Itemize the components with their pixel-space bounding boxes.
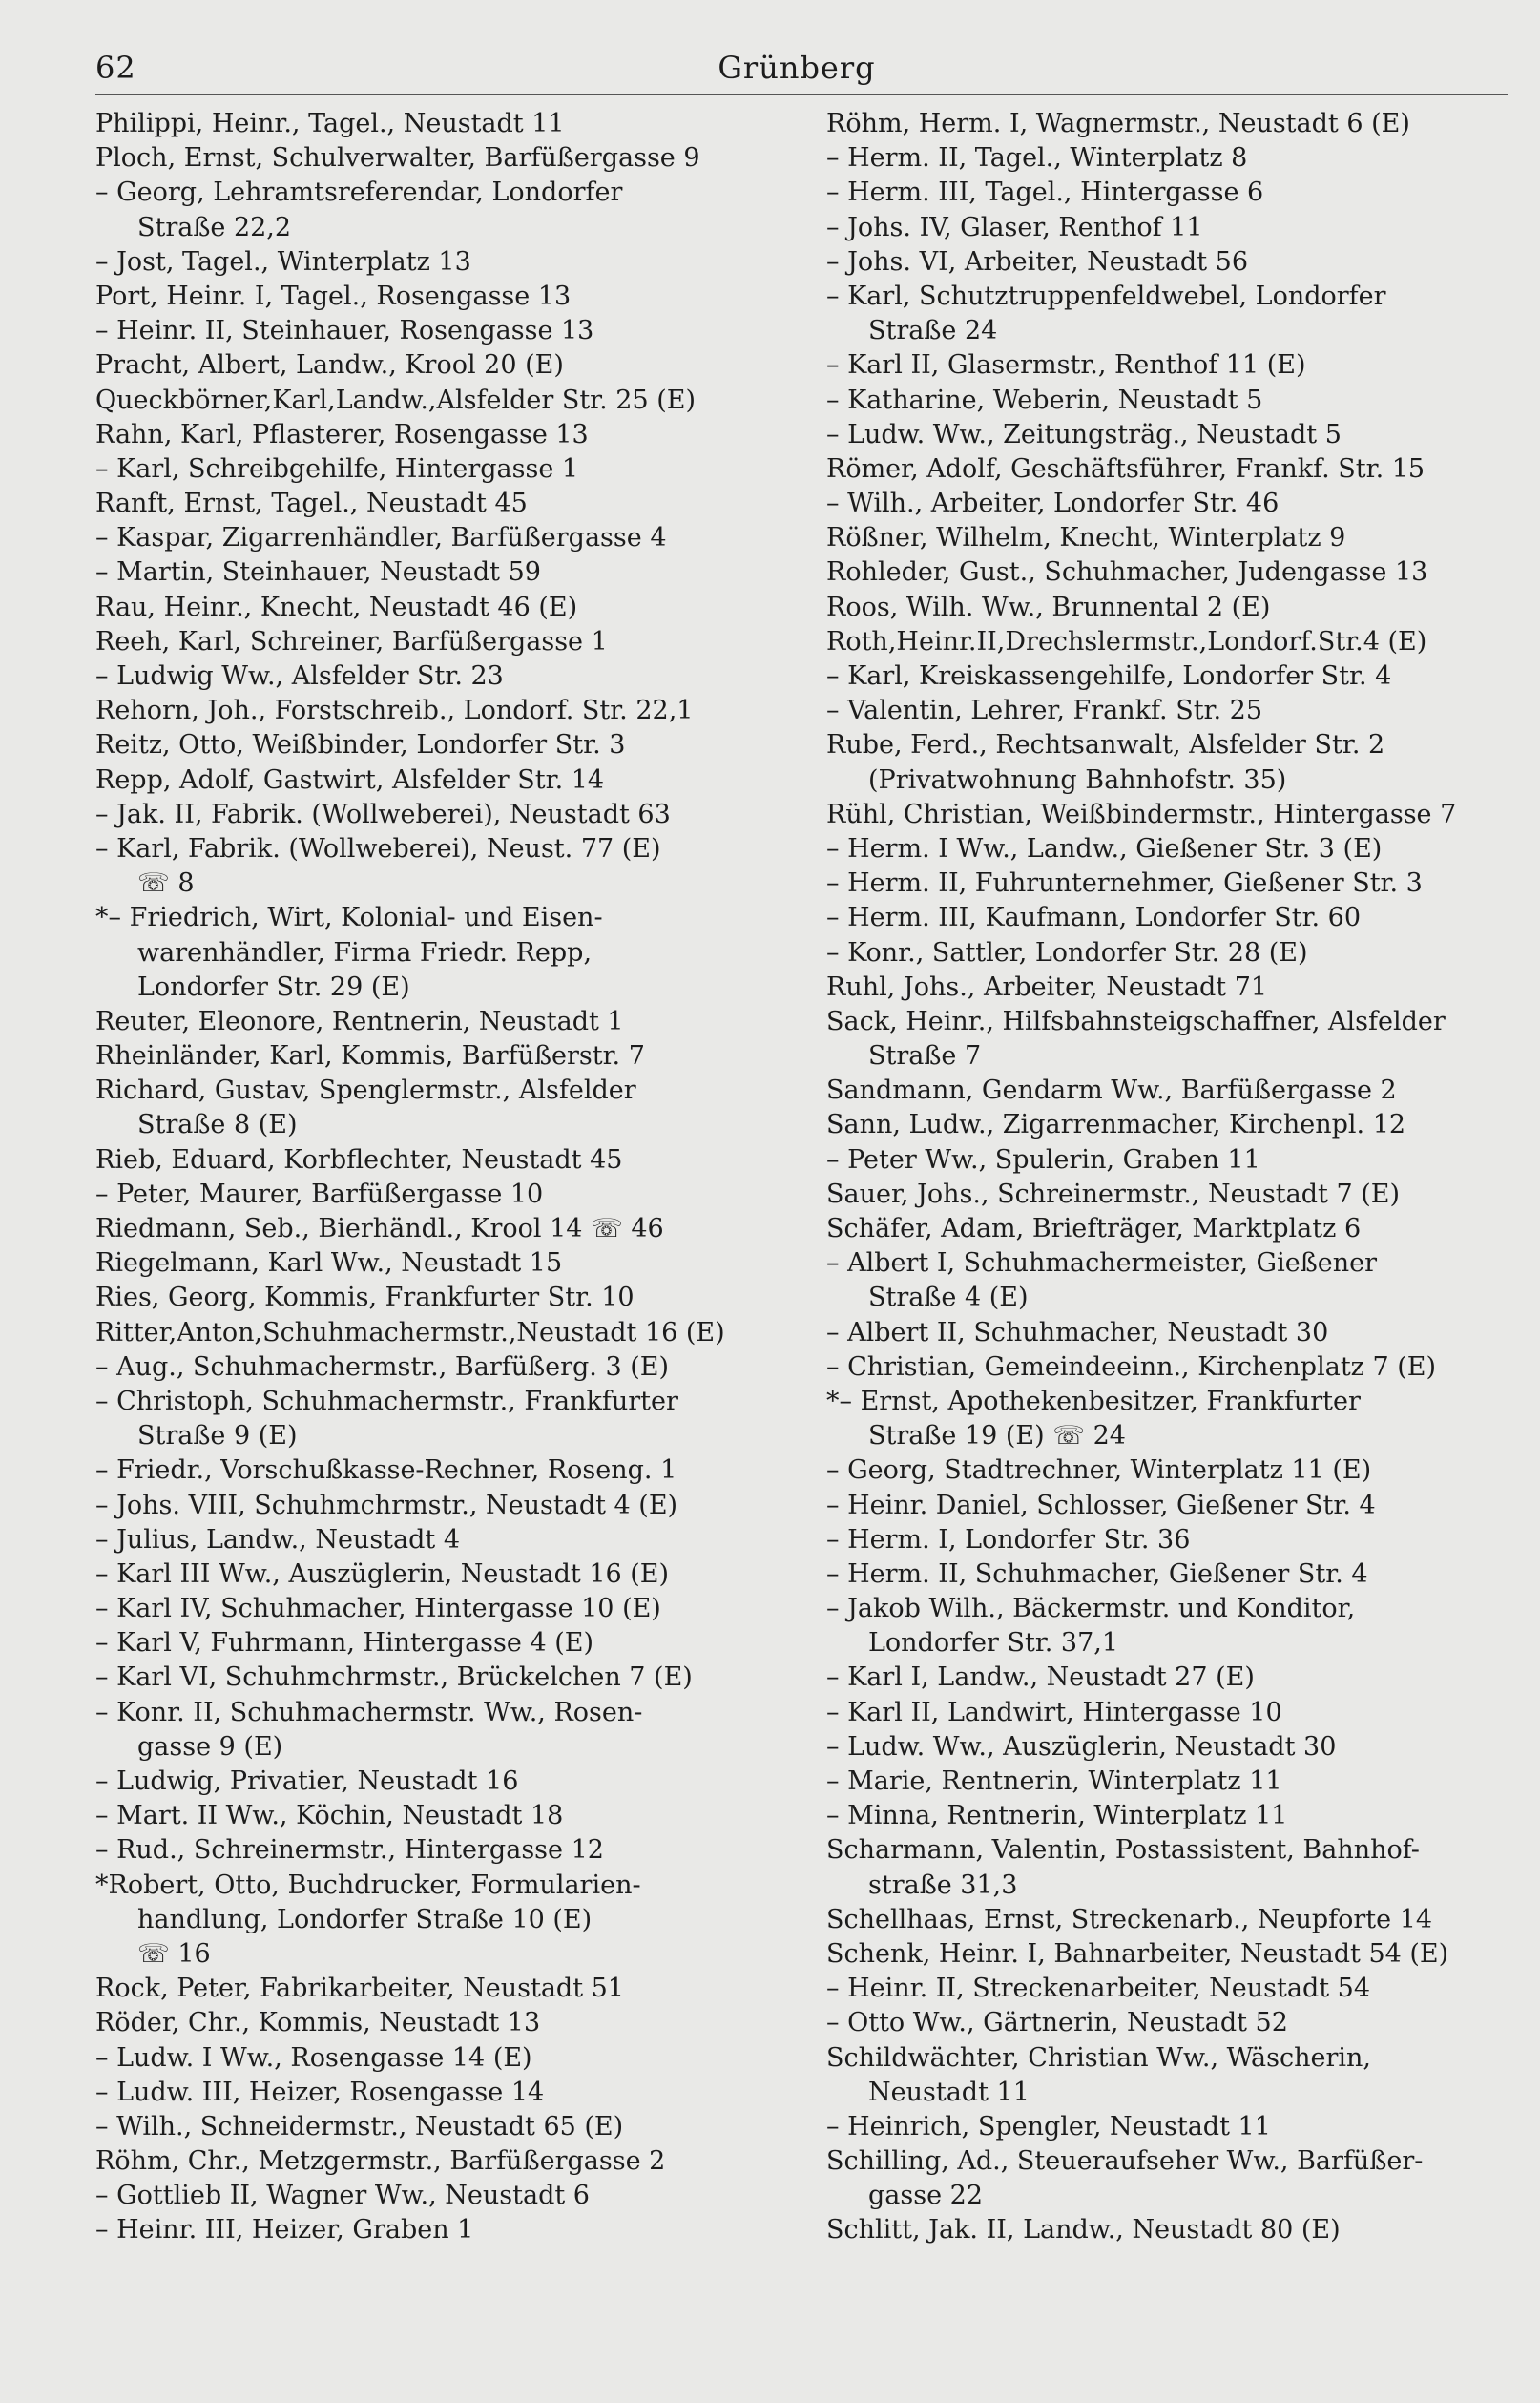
directory-entry: – Albert I, Schuhmachermeister, Gießener: [826, 1248, 1378, 1279]
directory-entry: Roth,Heinr.II,Drechslermstr.,Londorf.Str.4 (E): [826, 626, 1427, 657]
directory-entry-continuation: straße 31,3: [868, 1870, 1018, 1900]
directory-entry: Schellhaas, Ernst, Streckenarb., Neupforte 14: [826, 1904, 1433, 1934]
directory-entry-continuation: gasse 22: [868, 2181, 984, 2211]
directory-entry: – Mart. II Ww., Köchin, Neustadt 18: [95, 1801, 564, 1831]
directory-entry: Ruhl, Johs., Arbeiter, Neustadt 71: [826, 972, 1268, 1002]
directory-entry-continuation: Straße 9 (E): [137, 1421, 298, 1452]
directory-entry: – Wilh., Arbeiter, Londorfer Str. 46: [826, 489, 1280, 519]
directory-entry-continuation: Straße 8 (E): [137, 1110, 298, 1140]
directory-entry: – Kaspar, Zigarrenhändler, Barfüßergasse 4: [95, 523, 667, 554]
directory-entry: – Marie, Rentnerin, Winterplatz 11: [826, 1766, 1282, 1796]
directory-entry: – Herm. I Ww., Landw., Gießener Str. 3 (E): [826, 833, 1383, 864]
directory-entry: Rehorn, Joh., Forstschreib., Londorf. Str. 22,1: [95, 696, 694, 726]
directory-entry: Röhm, Chr., Metzgermstr., Barfüßergasse 2: [95, 2146, 666, 2177]
directory-entry: Port, Heinr. I, Tagel., Rosengasse 13: [95, 281, 572, 311]
directory-entry: – Ludw. Ww., Auszüglerin, Neustadt 30: [826, 1731, 1337, 1762]
directory-column-left: [95, 107, 830, 2248]
directory-entry: Rahn, Karl, Pflasterer, Rosengasse 13: [95, 419, 589, 449]
directory-entry: – Georg, Lehramtsreferendar, Londorfer: [95, 178, 623, 208]
directory-entry: Sann, Ludw., Zigarrenmacher, Kirchenpl. 12: [826, 1110, 1406, 1140]
directory-entry: Reeh, Karl, Schreiner, Barfüßergasse 1: [95, 626, 608, 657]
directory-entry: – Heinr. III, Heizer, Graben 1: [95, 2215, 474, 2246]
directory-entry: – Julius, Landw., Neustadt 4: [95, 1524, 461, 1555]
directory-entry: – Christian, Gemeindeeinn., Kirchenplatz 7 (E): [826, 1351, 1437, 1382]
directory-entry: – Karl, Schutztruppenfeldwebel, Londorfer: [826, 281, 1386, 311]
directory-entry-continuation: Straße 22,2: [137, 212, 292, 242]
directory-entry: – Albert II, Schuhmacher, Neustadt 30: [826, 1317, 1329, 1348]
directory-entry: Röhm, Herm. I, Wagnermstr., Neustadt 6 (E): [826, 109, 1410, 138]
directory-entry: – Martin, Steinhauer, Neustadt 59: [95, 557, 541, 588]
directory-entry: Scharmann, Valentin, Postassistent, Bahnhof-: [826, 1835, 1420, 1866]
directory-entry-continuation: ☏ 16: [137, 1938, 211, 1969]
page-header: [95, 50, 1498, 95]
directory-entry: – Peter Ww., Spulerin, Graben 11: [826, 1144, 1260, 1175]
directory-entry: – Konr., Sattler, Londorfer Str. 28 (E): [826, 937, 1308, 968]
directory-entry: Rieb, Eduard, Korbflechter, Neustadt 45: [95, 1144, 623, 1175]
directory-entry: – Gottlieb II, Wagner Ww., Neustadt 6: [95, 2181, 590, 2211]
directory-entry: – Heinr. Daniel, Schlosser, Gießener Str. 4: [826, 1490, 1376, 1520]
directory-entry: Ries, Georg, Kommis, Frankfurter Str. 10: [95, 1283, 635, 1313]
directory-entry: Schilling, Ad., Steueraufseher Ww., Barfüßer-: [826, 2146, 1424, 2177]
directory-entry: – Karl II, Landwirt, Hintergasse 10: [826, 1697, 1282, 1727]
directory-entry: Sauer, Johs., Schreinermstr., Neustadt 7 (E): [826, 1179, 1400, 1209]
header-rule: [95, 94, 1508, 95]
directory-entry: Pracht, Albert, Landw., Krool 20 (E): [95, 350, 564, 381]
directory-entry: Rau, Heinr., Knecht, Neustadt 46 (E): [95, 592, 578, 622]
directory-entry-continuation: Straße 24: [868, 316, 998, 346]
directory-entry: Schenk, Heinr. I, Bahnarbeiter, Neustadt 54 (E): [826, 1938, 1449, 1969]
directory-entry: Ranft, Ernst, Tagel., Neustadt 45: [95, 489, 528, 519]
directory-entry: – Johs. VIII, Schuhmchrmstr., Neustadt 4 (E): [95, 1490, 678, 1520]
directory-entry: – Karl II, Glasermstr., Renthof 11 (E): [826, 350, 1306, 381]
directory-entry: – Johs. IV, Glaser, Renthof 11: [826, 212, 1203, 242]
directory-entry: Schildwächter, Christian Ww., Wäscherin,: [826, 2042, 1371, 2073]
directory-entry: – Otto Ww., Gärtnerin, Neustadt 52: [826, 2008, 1288, 2038]
directory-entry: – Friedr., Vorschußkasse-Rechner, Roseng. 1: [95, 1455, 677, 1486]
directory-entry: – Karl IV, Schuhmacher, Hintergasse 10 (E): [95, 1594, 661, 1624]
directory-entry: Ploch, Ernst, Schulverwalter, Barfüßergasse 9: [95, 143, 700, 174]
directory-entry: – Wilh., Schneidermstr., Neustadt 65 (E): [95, 2111, 624, 2142]
directory-entry: – Herm. III, Tagel., Hintergasse 6: [826, 178, 1264, 208]
directory-column-right: [826, 107, 1508, 2248]
directory-entry: – Konr. II, Schuhmachermstr. Ww., Rosen-: [95, 1697, 643, 1727]
directory-entry-continuation: Londorfer Str. 37,1: [868, 1628, 1119, 1659]
directory-entry-continuation: (Privatwohnung Bahnhofstr. 35): [868, 764, 1287, 795]
directory-entry: Rheinländer, Karl, Kommis, Barfüßerstr. 7: [95, 1041, 645, 1072]
directory-entry: Sack, Heinr., Hilfsbahnsteigschaffner, Alsfelder: [826, 1006, 1446, 1036]
directory-entry: Ritter,Anton,Schuhmachermstr.,Neustadt 16 (E): [95, 1317, 725, 1348]
directory-entry: – Ludwig, Privatier, Neustadt 16: [95, 1766, 519, 1796]
directory-entry: – Karl, Kreiskassengehilfe, Londorfer Str. 4: [826, 661, 1392, 691]
directory-entry: – Karl III Ww., Auszüglerin, Neustadt 16 (E): [95, 1558, 670, 1589]
directory-entry: – Ludw. III, Heizer, Rosengasse 14: [95, 2077, 545, 2107]
directory-entry-continuation: handlung, Londorfer Straße 10 (E): [137, 1904, 593, 1934]
directory-entry: Schäfer, Adam, Briefträger, Marktplatz 6: [826, 1214, 1362, 1243]
directory-entry-continuation: Straße 7: [868, 1041, 982, 1072]
directory-entry: – Herm. III, Kaufmann, Londorfer Str. 60: [826, 903, 1362, 933]
directory-entry: Röder, Chr., Kommis, Neustadt 13: [95, 2008, 541, 2038]
directory-entry: – Herm. II, Schuhmacher, Gießener Str. 4: [826, 1558, 1368, 1589]
directory-entry: Riedmann, Seb., Bierhändl., Krool 14 ☏ 46: [95, 1214, 664, 1243]
directory-entry: – Heinr. II, Streckenarbeiter, Neustadt 54: [826, 1974, 1371, 2004]
directory-entry: – Karl, Schreibgehilfe, Hintergasse 1: [95, 453, 579, 484]
directory-entry: Philippi, Heinr., Tagel., Neustadt 11: [95, 109, 565, 138]
directory-entry-continuation: Straße 19 (E) ☏ 24: [868, 1421, 1126, 1452]
directory-entry: – Ludwig Ww., Alsfelder Str. 23: [95, 661, 504, 691]
directory-entry: Sandmann, Gendarm Ww., Barfüßergasse 2: [826, 1076, 1397, 1106]
directory-entry: Schlitt, Jak. II, Landw., Neustadt 80 (E): [826, 2215, 1341, 2246]
directory-entry: – Heinr. II, Steinhauer, Rosengasse 13: [95, 316, 594, 346]
directory-entry-continuation: warenhändler, Firma Friedr. Repp,: [137, 937, 593, 968]
directory-entry: Reitz, Otto, Weißbinder, Londorfer Str. 3: [95, 730, 626, 761]
directory-entry-continuation: Neustadt 11: [868, 2077, 1030, 2107]
directory-entry: *Robert, Otto, Buchdrucker, Formularien-: [95, 1870, 641, 1900]
directory-entry: – Valentin, Lehrer, Frankf. Str. 25: [826, 696, 1263, 726]
directory-entry: – Rud., Schreinermstr., Hintergasse 12: [95, 1835, 604, 1866]
directory-entry: – Johs. VI, Arbeiter, Neustadt 56: [826, 246, 1249, 277]
directory-entry: – Aug., Schuhmachermstr., Barfüßerg. 3 (E): [95, 1351, 670, 1382]
directory-entry: – Karl V, Fuhrmann, Hintergasse 4 (E): [95, 1628, 593, 1659]
directory-entry: Queckbörner,Karl,Landw.,Alsfelder Str. 25 (E): [95, 385, 697, 415]
directory-entry: – Ludw. I Ww., Rosengasse 14 (E): [95, 2042, 532, 2073]
directory-entry: Reuter, Eleonore, Rentnerin, Neustadt 1: [95, 1006, 624, 1036]
running-head-title: Grünberg: [718, 50, 876, 86]
directory-entry: – Ludw. Ww., Zeitungsträg., Neustadt 5: [826, 419, 1342, 449]
directory-entry-continuation: gasse 9 (E): [137, 1731, 283, 1762]
directory-entry: Rube, Ferd., Rechtsanwalt, Alsfelder Str. 2: [826, 730, 1385, 761]
directory-entry: – Jost, Tagel., Winterplatz 13: [95, 246, 471, 277]
directory-entry: *– Friedrich, Wirt, Kolonial- und Eisen-: [95, 903, 603, 933]
directory-entry: – Karl VI, Schuhmchrmstr., Brückelchen 7 (E): [95, 1662, 693, 1693]
directory-entry-continuation: Straße 4 (E): [868, 1283, 1029, 1313]
directory-entry-continuation: Londorfer Str. 29 (E): [137, 972, 410, 1002]
directory-entry-continuation: ☏ 8: [137, 868, 195, 899]
directory-entry: *– Ernst, Apothekenbesitzer, Frankfurter: [826, 1386, 1361, 1416]
directory-entry: Rößner, Wilhelm, Knecht, Winterplatz 9: [826, 523, 1346, 554]
directory-entry: Roos, Wilh. Ww., Brunnental 2 (E): [826, 592, 1271, 622]
directory-entry: Rohleder, Gust., Schuhmacher, Judengasse 13: [826, 557, 1428, 588]
directory-entry: – Herm. I, Londorfer Str. 36: [826, 1524, 1191, 1555]
page-number: 62: [95, 50, 136, 86]
directory-entry: – Georg, Stadtrechner, Winterplatz 11 (E): [826, 1455, 1372, 1486]
directory-entry: – Christoph, Schuhmachermstr., Frankfurter: [95, 1386, 678, 1416]
directory-entry: – Herm. II, Fuhrunternehmer, Gießener Str. 3: [826, 868, 1423, 899]
directory-entry: Rock, Peter, Fabrikarbeiter, Neustadt 51: [95, 1974, 624, 2004]
directory-entry: Richard, Gustav, Spenglermstr., Alsfelder: [95, 1076, 636, 1106]
directory-entry: – Minna, Rentnerin, Winterplatz 11: [826, 1801, 1288, 1831]
directory-entry: – Karl, Fabrik. (Wollweberei), Neust. 77 (E): [95, 833, 661, 864]
directory-entry: – Karl I, Landw., Neustadt 27 (E): [826, 1662, 1255, 1693]
directory-entry: Riegelmann, Karl Ww., Neustadt 15: [95, 1248, 563, 1279]
directory-entry: – Katharine, Weberin, Neustadt 5: [826, 385, 1263, 415]
directory-entry: Rühl, Christian, Weißbindermstr., Hintergasse 7: [826, 799, 1457, 829]
directory-entry: – Peter, Maurer, Barfüßergasse 10: [95, 1179, 544, 1209]
directory-entry: Repp, Adolf, Gastwirt, Alsfelder Str. 14: [95, 764, 605, 795]
directory-entry: – Jakob Wilh., Bäckermstr. und Konditor,: [826, 1594, 1356, 1624]
directory-entry: – Jak. II, Fabrik. (Wollweberei), Neustadt 63: [95, 799, 671, 829]
directory-entry: – Herm. II, Tagel., Winterplatz 8: [826, 143, 1248, 174]
directory-entry: Römer, Adolf, Geschäftsführer, Frankf. Str. 15: [826, 453, 1426, 484]
directory-entry: – Heinrich, Spengler, Neustadt 11: [826, 2111, 1271, 2142]
